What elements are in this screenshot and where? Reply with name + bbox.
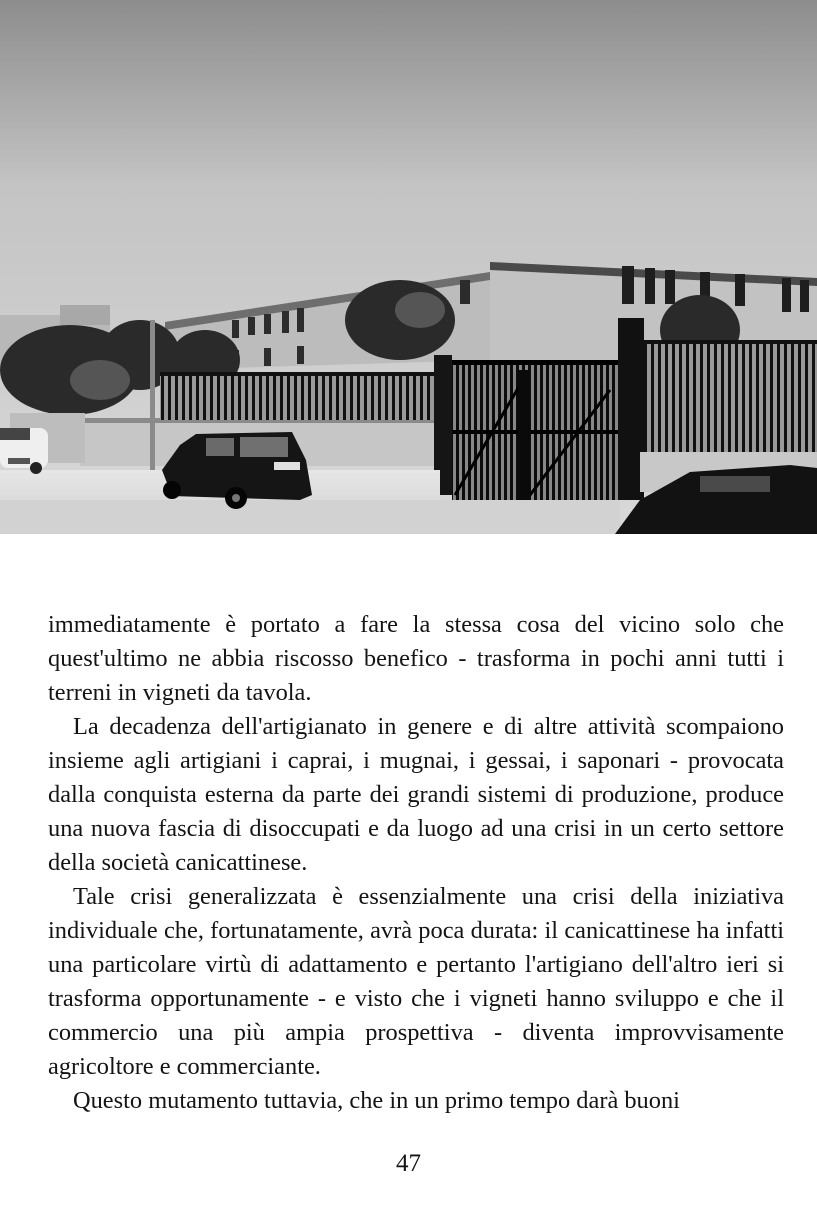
school-building-photo xyxy=(0,0,817,534)
page-number: 47 xyxy=(396,1150,421,1177)
body-text xyxy=(48,608,784,1118)
school-building-photo-icon xyxy=(0,0,817,534)
paragraph-2: La decadenza dell'artigianato in genere e di altre attività scompaiono insieme agli artigiani i caprai, i mugnai, i gessai, i saponari - provocata dalla conquista esterna da parte dei grandi sistemi di produzione, produce una nuova fascia di disoccupati e da luogo ad una crisi in un certo settore della società canicattinese. xyxy=(48,713,784,876)
paragraph-3: Tale crisi generalizzata è essenzialmente una crisi della iniziativa individuale che, fortunatamente, avrà poca durata: il canicattinese ha infatti una particolare virtù di adattamento e pertanto l'artigiano dell'altro ieri si trasforma opportunamente - e visto che i vigneti hanno sviluppo e che il commercio una più ampia prospettiva - diventa improvvisamente agricoltore e commerciante. xyxy=(48,883,784,1080)
paragraph-4: Questo mutamento tuttavia, che in un primo tempo darà buoni xyxy=(73,1087,680,1114)
paragraph-1: immediatamente è portato a fare la stessa cosa del vicino solo che quest'ultimo ne abbia riscosso benefico - trasforma in pochi anni tutti i terreni in vigneti da tavola. xyxy=(48,611,784,706)
